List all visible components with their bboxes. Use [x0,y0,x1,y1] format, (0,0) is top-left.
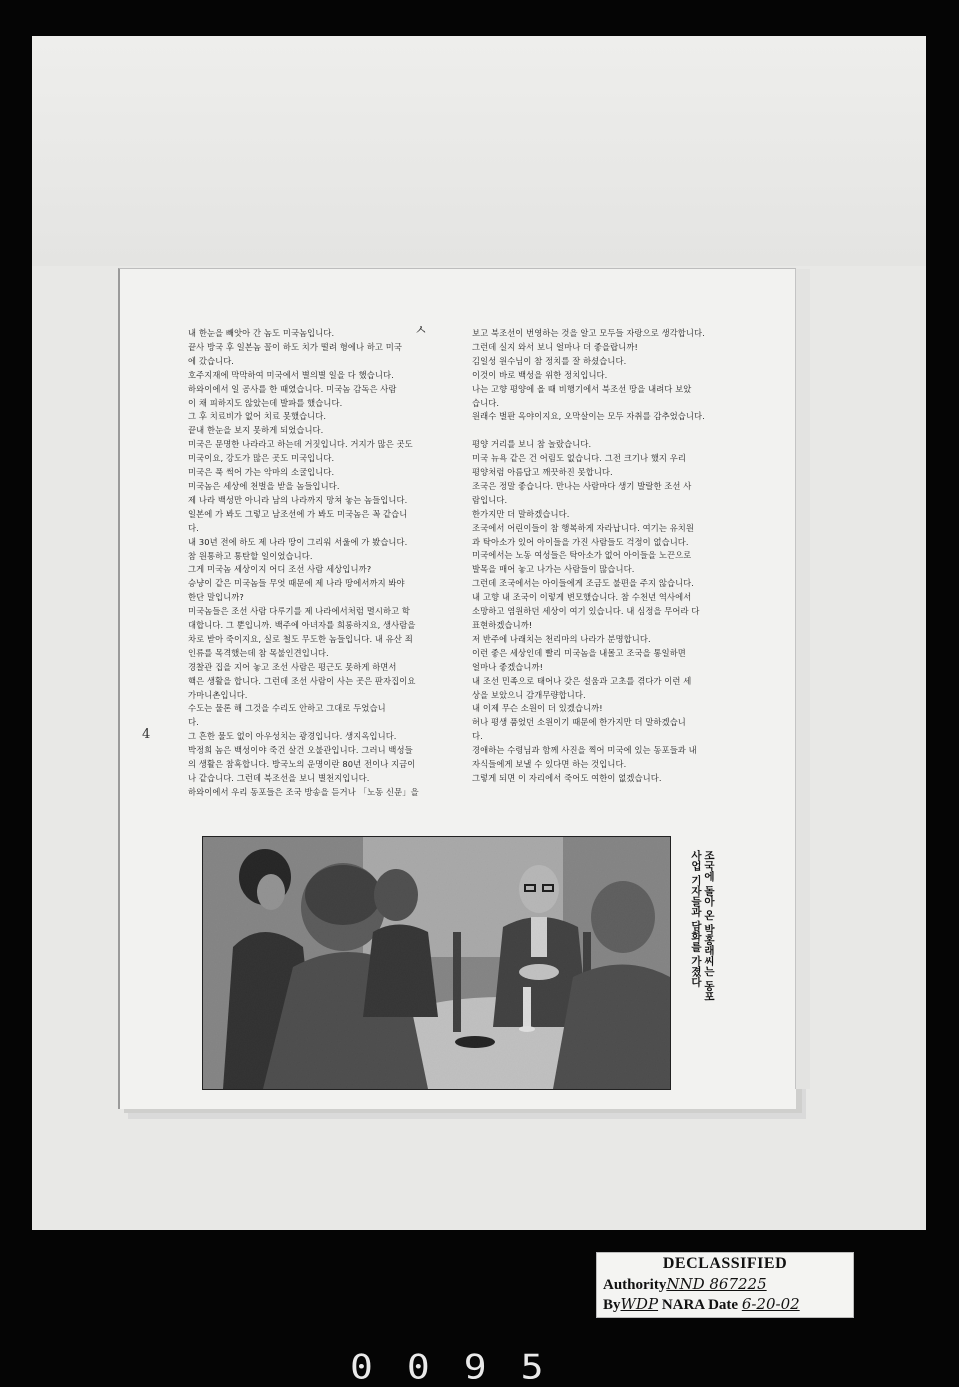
text-line: 그 흔한 물도 없이 아우성치는 광경입니다. 생지옥입니다. [188,731,397,742]
stamp-title: DECLASSIFIED [662,1255,788,1272]
text-line: 김일성 원수님이 참 정치를 잘 하셨습니다. [472,355,627,366]
text-line: 이것이 바로 백성을 위한 정치입니다. [472,369,608,380]
text-line: 평양처럼 아름답고 깨끗하진 못합니다. [472,467,613,478]
text-line: 한가지만 더 말하겠습니다. [472,508,570,519]
text-line: 다. [472,731,483,742]
text-line: 박정희 놈은 백성이야 죽건 살건 오불관입니다. 그러니 백성들 [188,745,413,756]
text-line: 내 한눈을 빼앗아 간 놈도 미국놈입니다. [188,328,335,338]
text-line: 미국이요, 강도가 많은 곳도 미국입니다. [188,453,335,464]
text-line: 대합니다. 그 뿐입니까. 백주에 아녀자를 희롱하지요, 생사람을 [188,620,416,631]
text-line: 제 나라 백성만 아니라 남의 나라까지 망쳐 놓는 놈들입니다. [188,494,408,505]
text-line: 그 후 치료비가 없어 치료 못했습니다. [188,411,327,422]
text-line: 한단 말입니까? [188,592,244,603]
by-label: By [603,1297,621,1313]
text-line: 수도는 물론 해 그것을 수리도 안하고 그대로 두었습니 [188,703,386,714]
photo-caption [675,850,715,1060]
caption-line-1: 조국에 돌아 온 박홍래씨는 동포 [703,850,715,1002]
text-line: 호주지재에 막막하여 미국에서 별의별 일을 다 했습니다. [188,369,394,380]
text-line: 미국에서는 노동 여성들은 탁아소가 없어 아이들을 노끈으로 [472,550,692,561]
text-line: 그런데 조국에서는 아이들에게 조금도 불편을 주지 않습니다. [472,578,695,589]
text-line: 미국놈은 세상에 천벌을 받을 놈들입니다. [188,480,340,491]
by-value: WDP [620,1295,659,1313]
text-line: 미국 뉴욕 같은 건 어림도 없습니다. 그전 크기나 했지 우리 [472,453,687,464]
text-line: 나는 고향 평양에 올 때 비행기에서 북조선 땅을 내려다 보았 [472,383,692,394]
text-line: 인류를 목격했는데 참 목불인견입니다. [188,647,329,658]
text-line: 나 같습니다. 그런데 북조선을 보니 별천지입니다. [188,773,370,783]
stamp-by-date [603,1295,800,1314]
text-line: 핵은 생활을 합니다. 그런데 조선 사람이 사는 곳은 판자집이요 [188,675,416,686]
text-line: 평양 거리를 보니 참 놀랐습니다. [472,439,592,450]
text-line: 끝사 방국 후 일본놈 꼴이 하도 치가 떨려 형에나 하고 미국 [188,341,403,352]
text-line: 소망하고 염원하던 세상이 여기 있습니다. 내 심정을 무어라 다 [472,606,700,617]
text-line: 에 갔습니다. [188,355,235,366]
text-line: 자식들에게 보낼 수 있다면 하는 것입니다. [472,759,627,770]
nara-date-label: NARA Date [661,1297,739,1313]
text-line: 상을 보았으니 감개무량합니다. [472,689,586,700]
text-line: 다. [188,522,199,533]
left-text-column [188,327,468,800]
text-line: 경애하는 수령님과 함께 사진을 찍어 미국에 있는 동포들과 내 [472,745,697,756]
text-line: 그렇게 되면 이 자리에서 죽어도 여한이 없겠습니다. [472,772,662,783]
handwritten-mark: ㅅ [414,323,428,339]
text-line: 조국은 정말 좋습니다. 만나는 사람마다 생기 발랄한 조선 사 [472,480,692,491]
text-line: 얼마나 좋겠습니까! [472,661,544,672]
text-line: 람입니다. [472,494,508,505]
authority-value: NND 867225 [666,1275,767,1293]
text-line: 보고 북조선이 번영하는 것을 알고 모두들 자랑으로 생각합니다. [472,328,705,338]
text-line: 허나 평생 품었던 소원이기 때문에 한가지만 더 말하겠습니 [472,717,686,728]
photograph [202,836,671,1090]
text-line: 조국에서 어린이들이 참 행복하게 자라납니다. 여기는 유치원 [472,522,695,533]
text-line: 내 조선 민족으로 태어나 갖은 설움과 고초를 겪다가 이런 세 [472,675,692,686]
text-line: 미국놈들은 조선 사람 다루기를 제 나라에서처럼 멸시하고 학 [188,606,411,617]
text-line: 의 생활은 참혹합니다. 방국노의 운명이란 80년 전이나 지금이 [188,759,416,770]
text-line [472,424,752,438]
right-text-column [472,327,752,786]
text-line: 참 원통하고 통탄할 일이었습니다. [188,550,313,561]
text-line: 미국은 푹 썩어 가는 악마의 소굴입니다. [188,467,335,478]
stamp-authority [603,1275,767,1294]
text-line: 원래수 벌판 옥야이지요, 오막살이는 모두 자취를 감추었습니다. [472,411,705,422]
text-line: 하와이에서 우리 동포들은 조국 방송을 듣거나 「노동 신문」을 [188,786,419,797]
text-line: 차로 받아 죽이지요, 실로 철도 무도한 놈들입니다. 내 유산 죄 [188,633,413,644]
caption-line-2: 사업 기자들과 담화를 가졌다 [690,850,702,987]
text-line: 끝내 한눈을 보지 못하게 되었습니다. [188,425,324,436]
text-line: 하와이에서 일 공사를 한 때였습니다. 미국놈 감독은 사람 [188,383,397,394]
date-value: 6-20-02 [741,1295,800,1313]
text-line: 경찰관 집을 지어 놓고 조선 사람은 평근도 못하게 하면서 [188,661,397,672]
text-line: 그게 미국놈 세상이지 어디 조선 사람 세상입니까? [188,564,372,575]
text-line: 이 채 피하지도 않았는데 발파를 했습니다. [188,397,343,408]
text-line: 그런데 실지 와서 보니 얼마나 더 좋을랍니까! [472,341,638,352]
text-line: 일본에 가 봐도 그렇고 남조선에 가 봐도 미국놈은 꼭 같습니 [188,508,408,519]
text-line: 내 고향 내 조국이 이렇게 변모했습니다. 참 수천년 역사에서 [472,592,692,603]
text-line: 이런 좋은 세상인데 빨리 미국놈을 내몰고 조국을 통일하면 [472,647,686,658]
text-line: 습니다. [472,397,500,408]
text-line: 발목을 매어 놓고 나가는 사람들이 많습니다. [472,564,635,575]
authority-label: Authority [603,1277,667,1293]
text-line: 내 30년 전에 하도 제 나라 땅이 그리워 서울에 가 봤습니다. [188,536,408,547]
text-line: 과 탁아소가 있어 아이들을 가진 사람들도 걱정이 없습니다. [472,536,689,547]
text-line: 저 반주에 나래치는 천리마의 나라가 분명합니다. [472,633,651,644]
margin-mark: 4 [142,727,151,742]
text-line: 미국은 문명한 나라라고 하는데 거짓입니다. 거지가 많은 곳도 [188,439,413,450]
text-line: 표현하겠습니까! [472,620,533,631]
text-line: 다. [188,717,199,728]
declassified-stamp [596,1252,854,1318]
text-line: 내 이제 무슨 소원이 더 있겠습니까! [472,703,603,714]
text-line: 승냥이 같은 미국놈들 무엇 때문에 제 나라 땅에서까지 봐야 [188,578,405,589]
photo-scene-image [203,837,670,1089]
text-line: 가마니촌입니다. [188,689,248,700]
frame-number: 0095 [350,1347,578,1387]
